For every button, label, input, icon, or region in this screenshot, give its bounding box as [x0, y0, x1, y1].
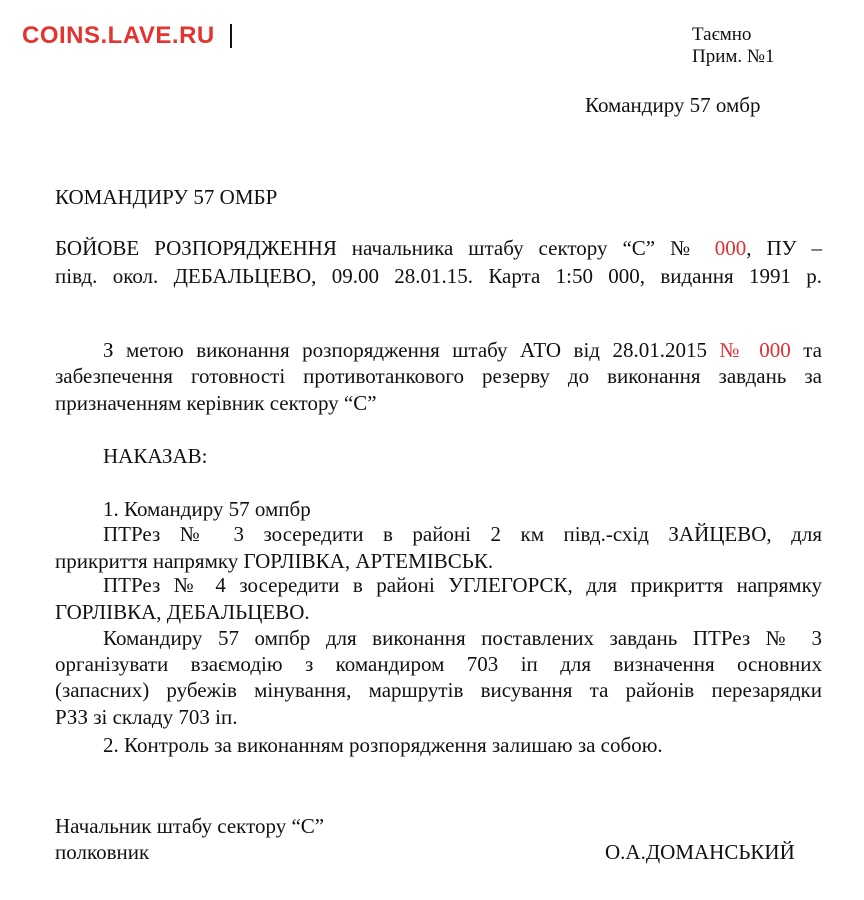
item-1-paragraph-2-line-1: ПТРез № 4 зосередити в районі УГЛЕГОРСК, для прикриття напрямку	[103, 573, 822, 597]
item-1-paragraph-3-line-3: (запасних) рубежів мінування, маршрутів висування та районів перезарядки	[55, 678, 822, 702]
item-1-heading: 1. Командиру 57 омпбр	[103, 497, 311, 521]
preamble-line-3: призначенням керівник сектору “С”	[55, 391, 377, 415]
title-line-2: півд. окол. ДЕБАЛЬЦЕВО, 09.00 28.01.15. Карта 1:50 000, видання 1991 р.	[55, 264, 822, 288]
item-1-paragraph-3-line-2: організувати взаємодію з командиром 703 іп для визначення основних	[55, 652, 822, 676]
item-1-paragraph-3-line-4: РЗЗ зі складу 703 іп.	[55, 705, 238, 729]
addressee-top: Командиру 57 омбр	[585, 93, 761, 117]
text-cursor	[230, 24, 232, 48]
watermark: COINS.LAVE.RU	[22, 22, 215, 49]
item-1-paragraph-1-line-2: прикриття напрямку ГОРЛІВКА, АРТЕМІВСЬК.	[55, 549, 494, 573]
title-text-suffix: , ПУ –	[746, 236, 822, 260]
preamble-line-1	[103, 338, 822, 363]
item-2: 2. Контроль за виконанням розпорядження залишаю за собою.	[103, 733, 663, 757]
signatory-position: Начальник штабу сектору “С”	[55, 814, 325, 838]
title-line-1	[55, 236, 822, 261]
order-heading: НАКАЗАВ:	[103, 444, 208, 468]
item-1-paragraph-2-line-2: ГОРЛІВКА, ДЕБАЛЬЦЕВО.	[55, 600, 310, 624]
preamble-text: З метою виконання розпорядження штабу АТО від 28.01.2015	[103, 338, 707, 362]
signatory-name: О.А.ДОМАНСЬКИЙ	[605, 840, 795, 864]
order-number: 000	[714, 236, 747, 260]
addressee: КОМАНДИРУ 57 ОМБР	[55, 185, 278, 209]
item-1-paragraph-3-line-1: Командиру 57 омпбр для виконання поставлених завдань ПТРез № 3	[103, 626, 822, 650]
preamble-line-2: забезпечення готовності противотанкового резерву до виконання завдань за	[55, 364, 822, 388]
signatory-rank: полковник	[55, 840, 150, 864]
ato-order-number: № 000	[719, 338, 791, 362]
title-text: БОЙОВЕ РОЗПОРЯДЖЕННЯ начальника штабу сектору “С” №	[55, 236, 700, 260]
copy-number: Прим. №1	[692, 46, 775, 67]
preamble-text-suffix: та	[803, 338, 823, 362]
item-1-paragraph-1-line-1: ПТРез № 3 зосередити в районі 2 км півд.-схід ЗАЙЦЕВО, для	[103, 522, 822, 546]
classification-mark: Таємно	[692, 24, 752, 45]
